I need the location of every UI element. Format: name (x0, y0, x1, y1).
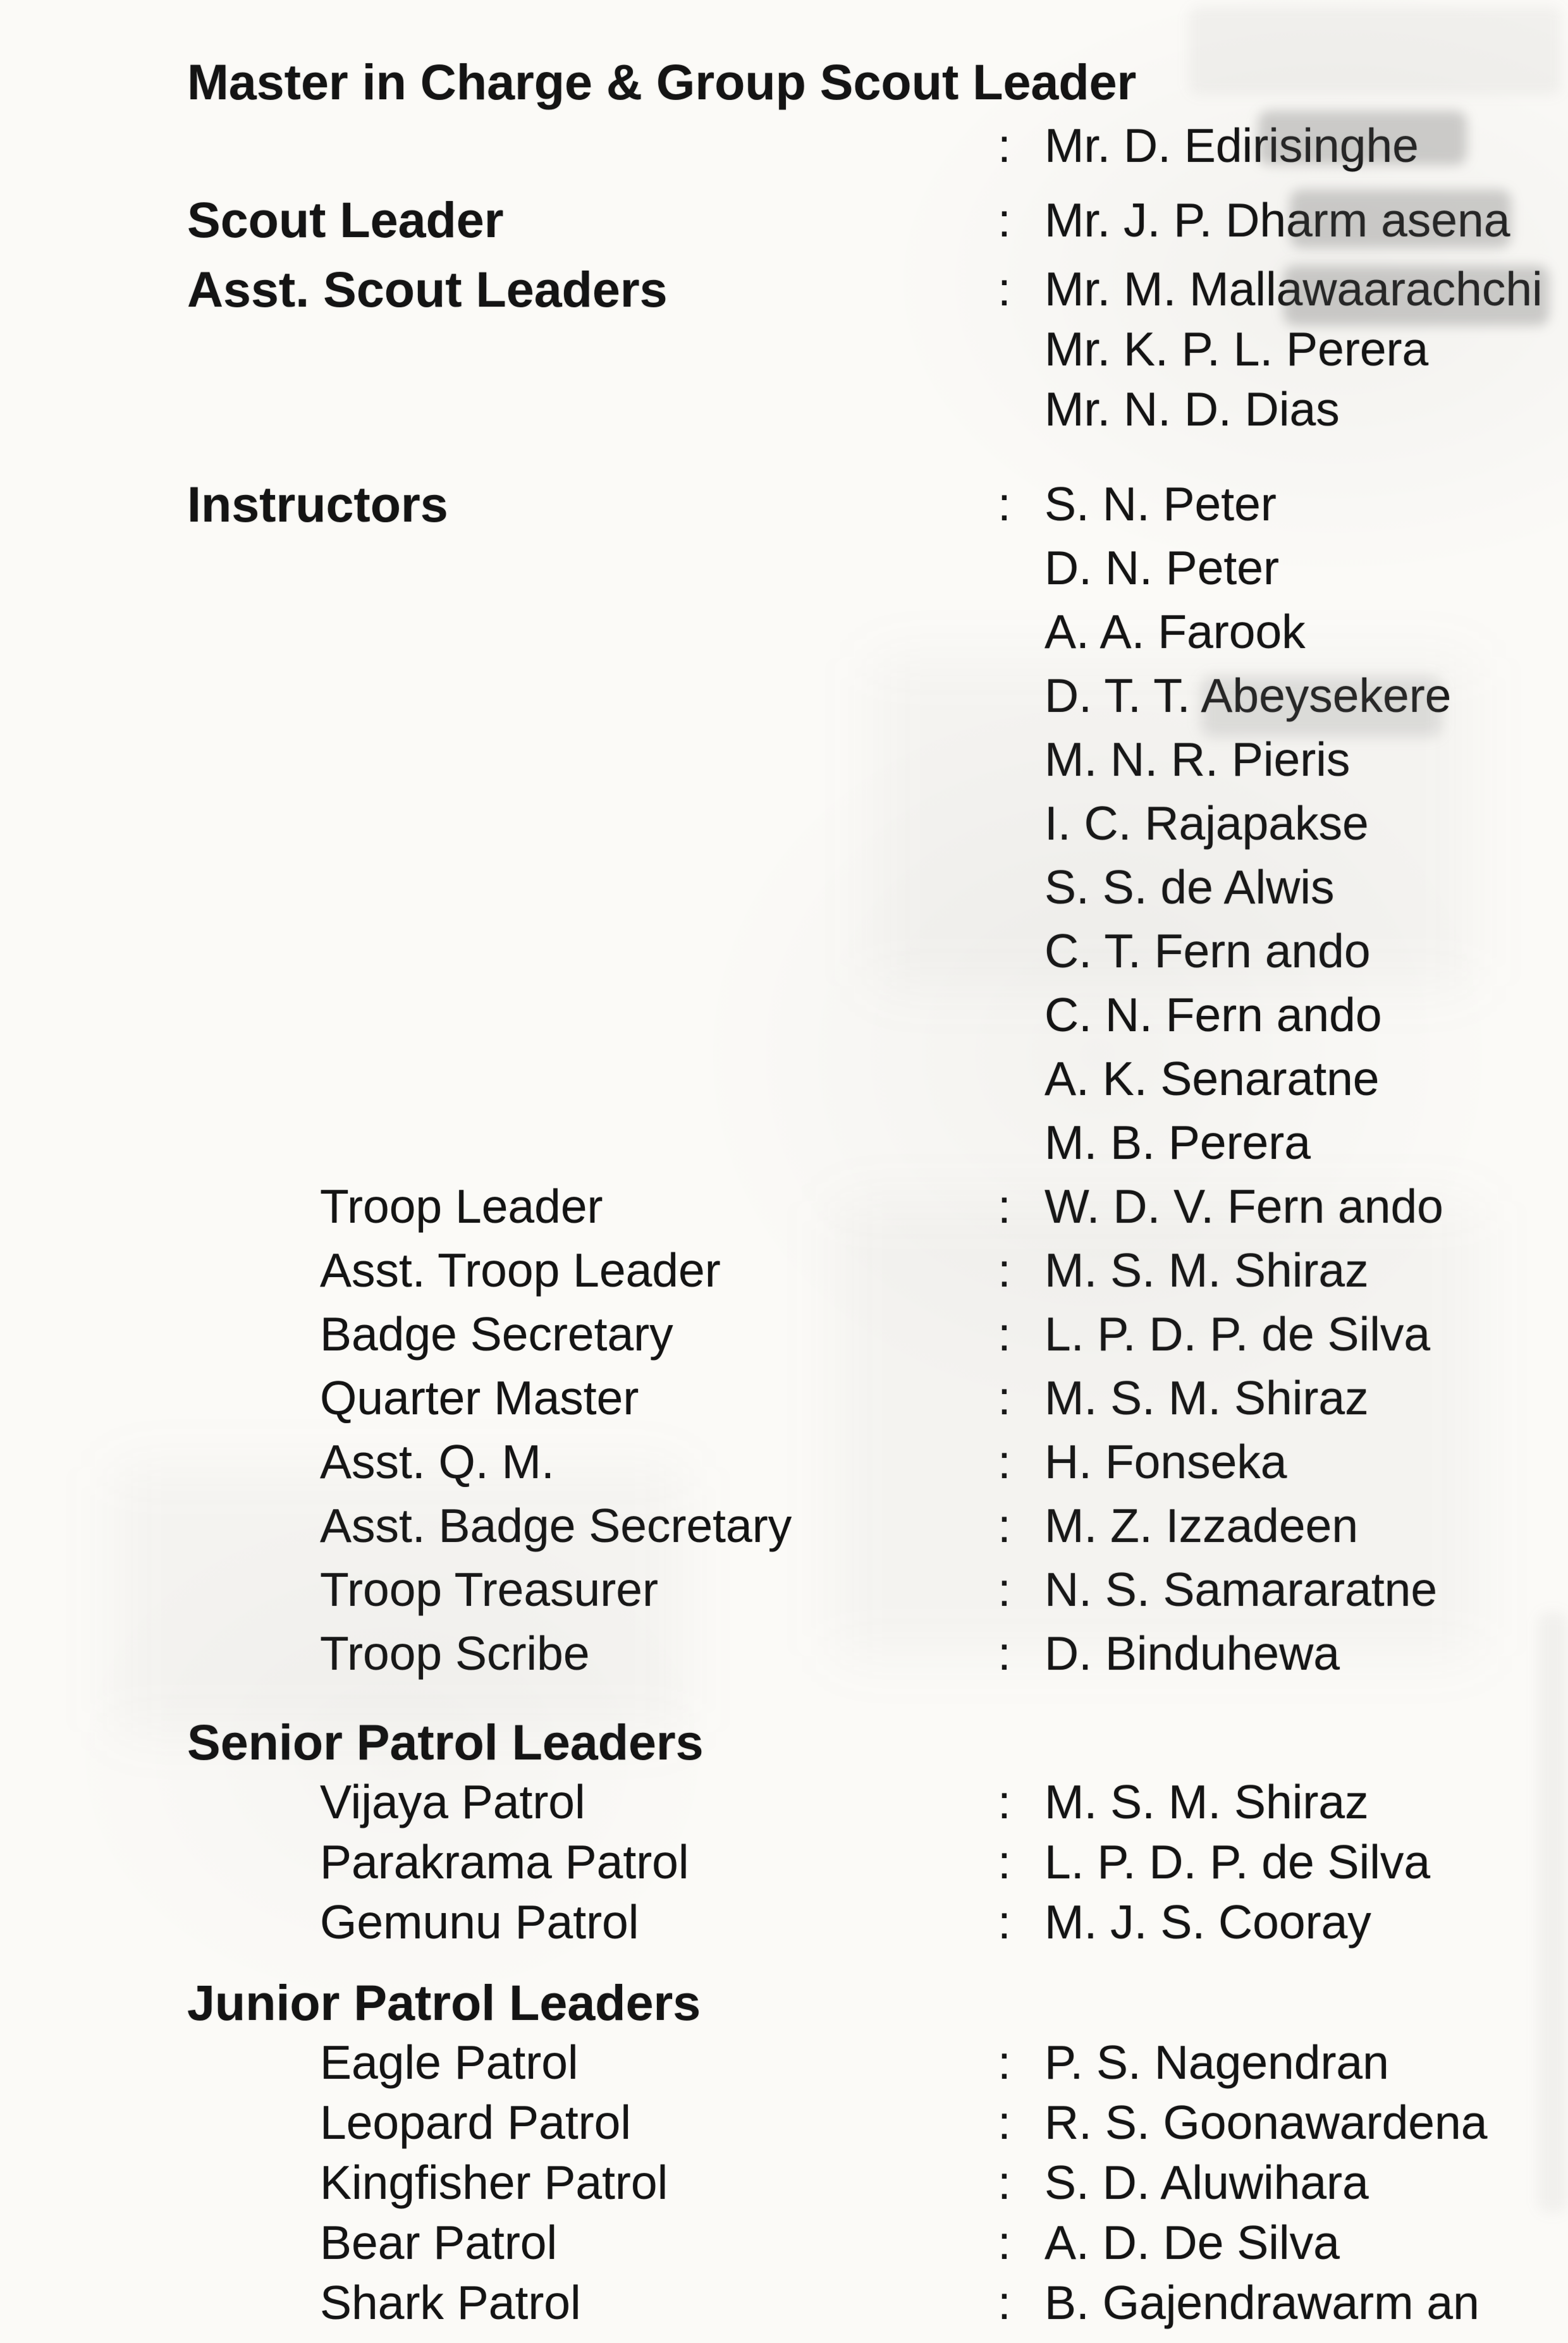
colon-separator: : (998, 477, 1011, 530)
patrol-label: Parakrama Patrol (320, 1835, 689, 1888)
person-name: L. P. D. P. de Silva (1044, 1307, 1431, 1361)
section-header: Asst. Scout Leaders (187, 261, 668, 317)
value-row (0, 600, 1568, 664)
person-name: M. S. M. Shiraz (1044, 1244, 1369, 1297)
colon-separator: : (998, 1244, 1011, 1297)
patrol-label: Gemunu Patrol (320, 1895, 639, 1948)
role-label: Quarter Master (320, 1371, 639, 1424)
person-name: D. N. Peter (1044, 541, 1279, 594)
value-row (0, 792, 1568, 855)
person-name: D. Binduhewa (1044, 1627, 1340, 1680)
colon-separator: : (998, 193, 1011, 247)
patrol-row (0, 2093, 1568, 2153)
person-name: M. J. S. Cooray (1044, 1895, 1371, 1948)
value-row (0, 114, 1568, 177)
role-row (0, 1366, 1568, 1430)
value-row (0, 379, 1568, 439)
section-header: Instructors (187, 476, 448, 532)
colon-separator: : (998, 1180, 1011, 1233)
person-name: Mr. K. P. L. Perera (1044, 322, 1429, 376)
value-row (0, 855, 1568, 919)
section-master-in-charge (0, 51, 1568, 177)
patrol-row (0, 2213, 1568, 2273)
value-row (0, 664, 1568, 728)
colon-separator: : (998, 262, 1011, 315)
section-troop-roles (0, 1175, 1568, 1685)
header-row (0, 1712, 1568, 1772)
person-name: M. S. M. Shiraz (1044, 1371, 1369, 1424)
colon-separator: : (998, 1627, 1011, 1680)
person-name: C. N. Fern ando (1044, 988, 1382, 1041)
header-value-row (0, 259, 1568, 319)
role-label: Troop Treasurer (320, 1563, 658, 1616)
colon-separator: : (998, 2096, 1011, 2149)
section-header: Senior Patrol Leaders (187, 1714, 704, 1770)
person-name: S. N. Peter (1044, 477, 1277, 530)
person-name: N. S. Samararatne (1044, 1563, 1438, 1616)
section-senior-patrol-leaders (0, 1712, 1568, 1952)
role-row (0, 1558, 1568, 1622)
patrol-label: Bear Patrol (320, 2216, 558, 2269)
colon-separator: : (998, 1435, 1011, 1488)
role-label: Asst. Q. M. (320, 1435, 554, 1488)
person-name: D. T. T. Abeysekere (1044, 669, 1452, 722)
value-row (0, 1111, 1568, 1175)
colon-separator: : (998, 1563, 1011, 1616)
person-name: R. S. Goonawardena (1044, 2096, 1488, 2149)
person-name: S. S. de Alwis (1044, 860, 1335, 914)
role-row (0, 1494, 1568, 1558)
header-row (0, 51, 1568, 114)
header-value-row (0, 472, 1568, 536)
header-row (0, 1973, 1568, 2033)
section-header: Master in Charge & Group Scout Leader (187, 54, 1137, 110)
value-row (0, 728, 1568, 792)
person-name: W. D. V. Fern ando (1044, 1180, 1443, 1233)
patrol-row (0, 1892, 1568, 1952)
person-name: M. N. R. Pieris (1044, 733, 1351, 786)
person-name: Mr. N. D. Dias (1044, 382, 1340, 436)
role-row (0, 1175, 1568, 1239)
value-row (0, 536, 1568, 600)
role-row (0, 1302, 1568, 1366)
role-row (0, 1622, 1568, 1685)
role-label: Troop Scribe (320, 1627, 590, 1680)
person-name: A. D. De Silva (1044, 2216, 1340, 2269)
patrol-row (0, 1832, 1568, 1892)
colon-separator: : (998, 1895, 1011, 1948)
value-row (0, 1047, 1568, 1111)
colon-separator: : (998, 2036, 1011, 2089)
role-label: Troop Leader (320, 1180, 603, 1233)
person-name: P. S. Nagendran (1044, 2036, 1389, 2089)
person-name: Mr. D. Edirisinghe (1044, 119, 1419, 172)
colon-separator: : (998, 1775, 1011, 1828)
person-name: Mr. M. Mallawaarachchi (1044, 262, 1543, 315)
role-row (0, 1239, 1568, 1302)
section-asst-scout-leaders (0, 259, 1568, 439)
colon-separator: : (998, 1499, 1011, 1552)
colon-separator: : (998, 1307, 1011, 1361)
section-junior-patrol-leaders (0, 1973, 1568, 2333)
section-header: Scout Leader (187, 192, 504, 248)
person-name: L. P. D. P. de Silva (1044, 1835, 1431, 1888)
colon-separator: : (998, 119, 1011, 172)
header-value-row (0, 188, 1568, 252)
value-row (0, 983, 1568, 1047)
colon-separator: : (998, 1835, 1011, 1888)
section-header: Junior Patrol Leaders (187, 1974, 701, 2031)
value-row (0, 319, 1568, 379)
person-name: I. C. Rajapakse (1044, 797, 1369, 850)
person-name: H. Fonseka (1044, 1435, 1287, 1488)
patrol-label: Shark Patrol (320, 2276, 581, 2329)
role-label: Badge Secretary (320, 1307, 673, 1361)
section-instructors (0, 472, 1568, 1175)
patrol-label: Eagle Patrol (320, 2036, 579, 2089)
patrol-row (0, 2273, 1568, 2333)
patrol-label: Kingfisher Patrol (320, 2156, 668, 2209)
colon-separator: : (998, 2216, 1011, 2269)
person-name: M. B. Perera (1044, 1116, 1311, 1169)
value-row (0, 919, 1568, 983)
colon-separator: : (998, 2156, 1011, 2209)
person-name: Mr. J. P. Dharm asena (1044, 193, 1510, 247)
patrol-label: Vijaya Patrol (320, 1775, 585, 1828)
colon-separator: : (998, 1371, 1011, 1424)
person-name: A. K. Senaratne (1044, 1052, 1380, 1105)
person-name: M. Z. Izzadeen (1044, 1499, 1359, 1552)
patrol-row (0, 2033, 1568, 2093)
section-scout-leader (0, 188, 1568, 252)
role-label: Asst. Troop Leader (320, 1244, 721, 1297)
person-name: M. S. M. Shiraz (1044, 1775, 1369, 1828)
role-label: Asst. Badge Secretary (320, 1499, 792, 1552)
role-row (0, 1430, 1568, 1494)
patrol-row (0, 2153, 1568, 2213)
colon-separator: : (998, 2276, 1011, 2329)
patrol-row (0, 1772, 1568, 1832)
person-name: C. T. Fern ando (1044, 924, 1371, 977)
person-name: S. D. Aluwihara (1044, 2156, 1369, 2209)
patrol-label: Leopard Patrol (320, 2096, 632, 2149)
person-name: B. Gajendrawarm an (1044, 2276, 1479, 2329)
person-name: A. A. Farook (1044, 605, 1306, 658)
